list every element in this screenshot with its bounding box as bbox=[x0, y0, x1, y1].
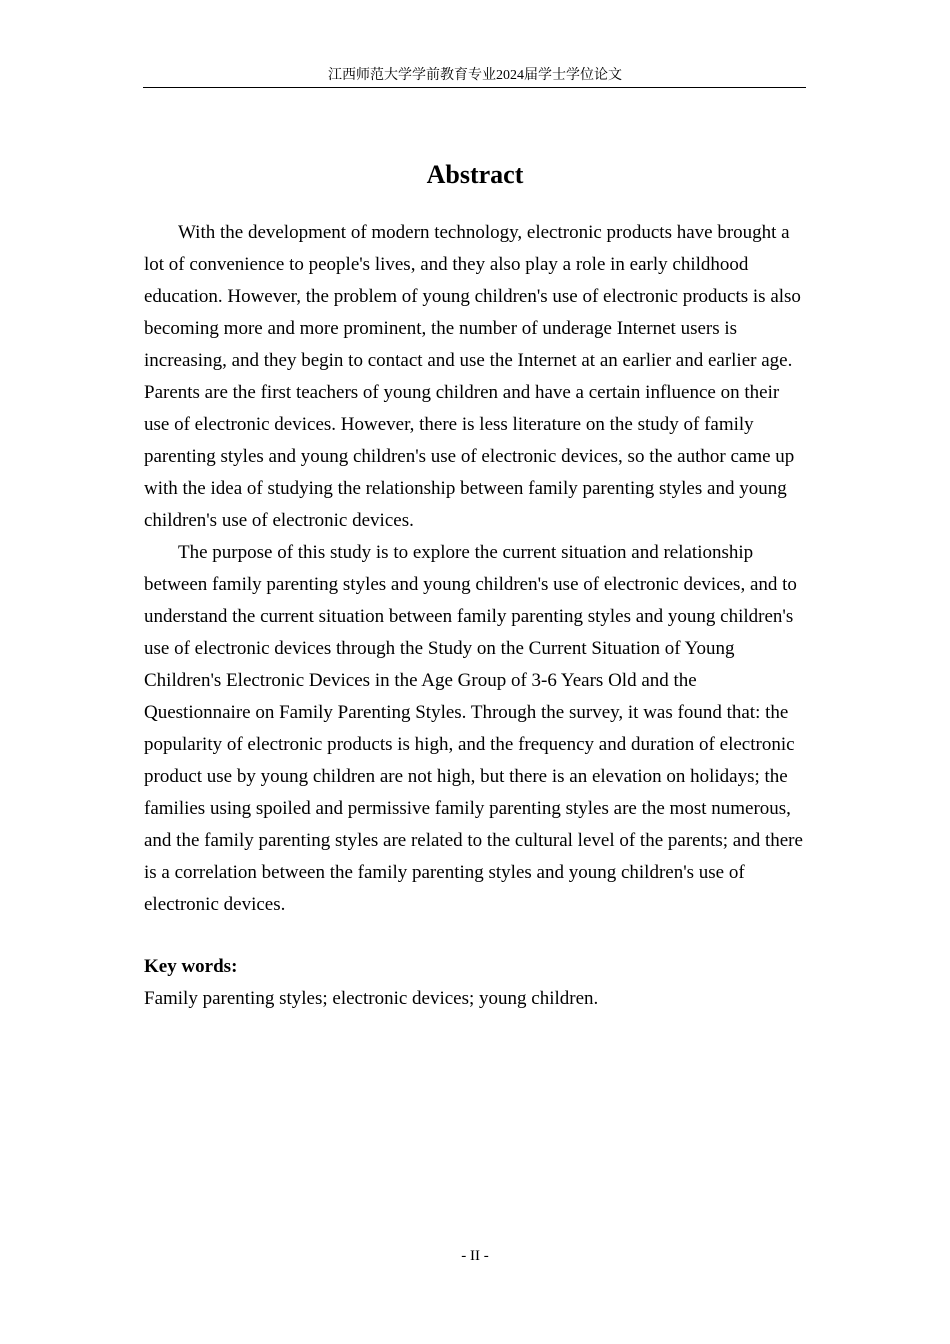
keywords-label: Key words: bbox=[144, 956, 238, 977]
running-header: 江西师范大学学前教育专业2024届学士学位论文 bbox=[328, 68, 622, 83]
page-number: - II - bbox=[461, 1248, 489, 1264]
abstract-paragraph-2: The purpose of this study is to explore the current situation and relationship between family parenting styles and young children's use of electronic devices, and to understand the current situation between family parenting styles and young children's use of electronic devices through the Study on the Current Situation of Young Children's Electronic Devices in the Age Group of 3-6 Years Old and the Questionnaire on Family Parenting Styles. Through the survey, it was found that: the popularity of electronic products is high, and the frequency and duration of electronic product use by young children are not high, but there is an elevation on holidays; the families using spoiled and permissive family parenting styles are the most numerous, and the family parenting styles are related to the cultural level of the parents; and there is a correlation between the family parenting styles and young children's use of electronic devices. bbox=[144, 542, 803, 915]
keywords-value: Family parenting styles; electronic devices; young children. bbox=[144, 988, 599, 1009]
abstract-title: Abstract bbox=[426, 160, 524, 189]
abstract-paragraph-1: With the development of modern technology, electronic products have brought a lot of convenience to people's lives, and they also play a role in early childhood education. However, the problem of young children's use of electronic products is also becoming more and more prominent, the number of underage Internet users is increasing, and they begin to contact and use the Internet at an earlier and earlier age. Parents are the first teachers of young children and have a certain influence on their use of electronic devices. However, there is less literature on the study of family parenting styles and young children's use of electronic devices, so the author came up with the idea of studying the relationship between family parenting styles and young children's use of electronic devices. bbox=[144, 222, 801, 531]
header-rule bbox=[143, 87, 806, 88]
abstract-body bbox=[144, 217, 808, 921]
keywords-section bbox=[144, 951, 808, 1015]
